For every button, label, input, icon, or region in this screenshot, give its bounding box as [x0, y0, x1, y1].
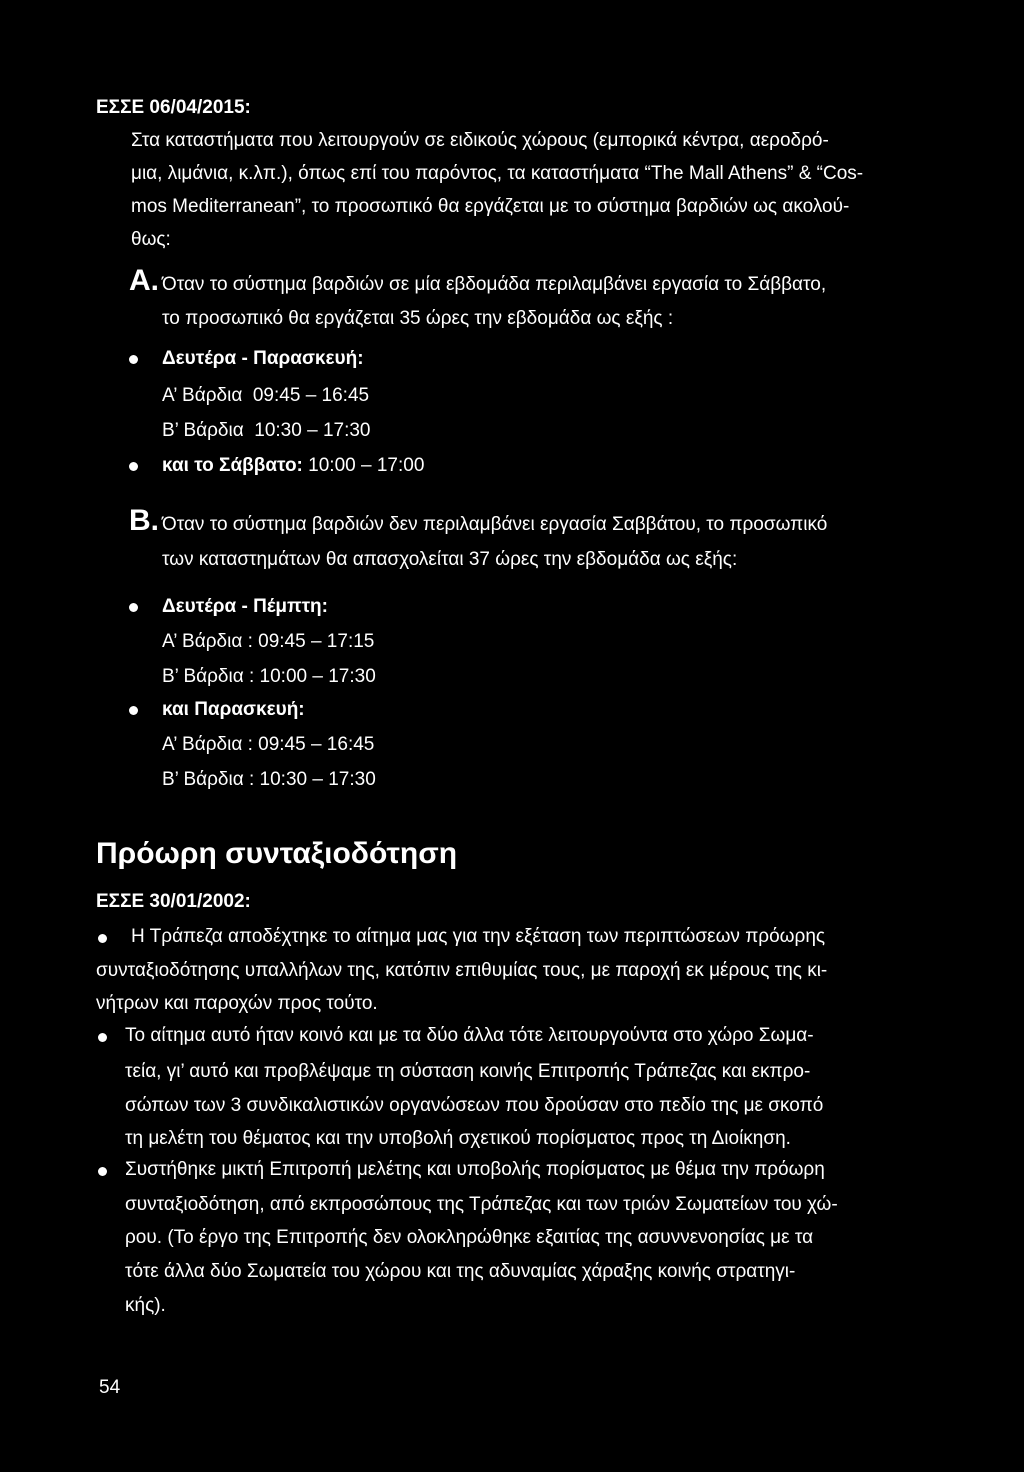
bullet-line: Η Τράπεζα αποδέχτηκε το αίτημα μας για την εξέταση των περιπτώσεων πρόωρης [131, 926, 826, 947]
shift-line: Α’ Βάρδια : 09:45 – 16:45 [162, 734, 375, 755]
case-b-letter: B. [129, 504, 159, 537]
section-title: ΕΣΣΕ 06/04/2015: [96, 97, 251, 118]
bullet-line: σώπων των 3 συνδικαλιστικών οργανώσεων που δρούσαν στο πεδίο της με σκοπό [125, 1095, 824, 1116]
bullet-line: ρου. (Το έργο της Επιτροπής δεν ολοκληρώθηκε εξαιτίας της ασυννενοησίας με τα [125, 1227, 814, 1248]
intro-line: Στα καταστήματα που λειτουργούν σε ειδικούς χώρους (εμπορικά κέντρα, αεροδρό- [131, 130, 829, 151]
bullet-line: τότε άλλα δύο Σωματεία του χώρου και της αδυναμίας χάραξης κοινής στρατηγι- [125, 1261, 796, 1282]
bullet-line: κής). [125, 1295, 166, 1316]
bullet-icon [129, 462, 138, 471]
case-a-line: το προσωπικό θα εργάζεται 35 ώρες την εβδομάδα ως εξής : [162, 308, 674, 329]
bullet-line: τεία, γι’ αυτό και προβλέψαμε τη σύσταση κοινής Επιτροπής Τράπεζας και εκπρο- [125, 1061, 811, 1082]
bullet-icon [129, 706, 138, 715]
case-b-line: Όταν το σύστημα βαρδιών δεν περιλαμβάνει εργασία Σαββάτου, το προσωπικό [162, 514, 828, 535]
bullet-line: συνταξιοδότησης υπαλλήλων της, κατόπιν επιθυμίας τους, με παροχή εκ μέρους της κι- [96, 960, 828, 981]
intro-line: θως: [131, 229, 171, 250]
bullet-line: Το αίτημα αυτό ήταν κοινό και με τα δύο άλλα τότε λειτουργούντα στο χώρο Σωμα- [125, 1025, 814, 1046]
shift-line: Α’ Βάρδια : 09:45 – 17:15 [162, 631, 375, 652]
case-b-item-label: Δευτέρα - Πέμπτη: [162, 596, 328, 617]
bullet-icon [129, 603, 138, 612]
bullet-icon [98, 1167, 107, 1176]
case-a-saturday-value: 10:00 – 17:00 [302, 455, 425, 476]
bullet-line: συνταξιοδότηση, από εκπροσώπους της Τράπεζας και των τριών Σωματείων του χώ- [125, 1194, 838, 1215]
intro-line: mos Mediterranean”, το προσωπικό θα εργάζεται με το σύστημα βαρδιών ως ακολού- [131, 196, 850, 217]
intro-line: μια, λιμάνια, κ.λπ.), όπως επί του παρόντος, τα καταστήματα “The Mall Athens” & “Cos- [131, 163, 864, 184]
shift-line: Β’ Βάρδια : 10:30 – 17:30 [162, 769, 376, 790]
page-number: 54 [99, 1377, 121, 1398]
case-b-line: των καταστημάτων θα απασχολείται 37 ώρες την εβδομάδα ως εξής: [162, 549, 738, 570]
bullet-line: τη μελέτη του θέματος και την υποβολή σχετικού πορίσματος προς τη Διοίκηση. [125, 1128, 791, 1149]
bullet-line: Συστήθηκε μικτή Επιτροπή μελέτης και υποβολής πορίσματος με θέμα την πρόωρη [125, 1159, 825, 1180]
section-heading: Πρόωρη συνταξιοδότηση [96, 837, 458, 870]
case-a-letter: A. [129, 264, 159, 297]
case-a-saturday [162, 451, 424, 481]
case-a-saturday-label: και το Σάββατο: [162, 455, 303, 476]
case-a-line: Όταν το σύστημα βαρδιών σε μία εβδομάδα περιλαμβάνει εργασία το Σάββατο, [162, 274, 827, 295]
bullet-icon [98, 934, 107, 943]
shift-line: Α’ Βάρδια 09:45 – 16:45 [162, 385, 370, 406]
shift-line: Β’ Βάρδια : 10:00 – 17:30 [162, 666, 376, 687]
case-b-item-label: και Παρασκευή: [162, 699, 305, 720]
shift-line: Β’ Βάρδια 10:30 – 17:30 [162, 420, 371, 441]
bullet-line: νήτρων και παροχών προς τούτο. [96, 993, 378, 1014]
bullet-icon [98, 1033, 107, 1042]
case-a-item-label: Δευτέρα - Παρασκευή: [162, 348, 364, 369]
bullet-icon [129, 355, 138, 364]
section-subtitle: ΕΣΣΕ 30/01/2002: [96, 891, 251, 912]
